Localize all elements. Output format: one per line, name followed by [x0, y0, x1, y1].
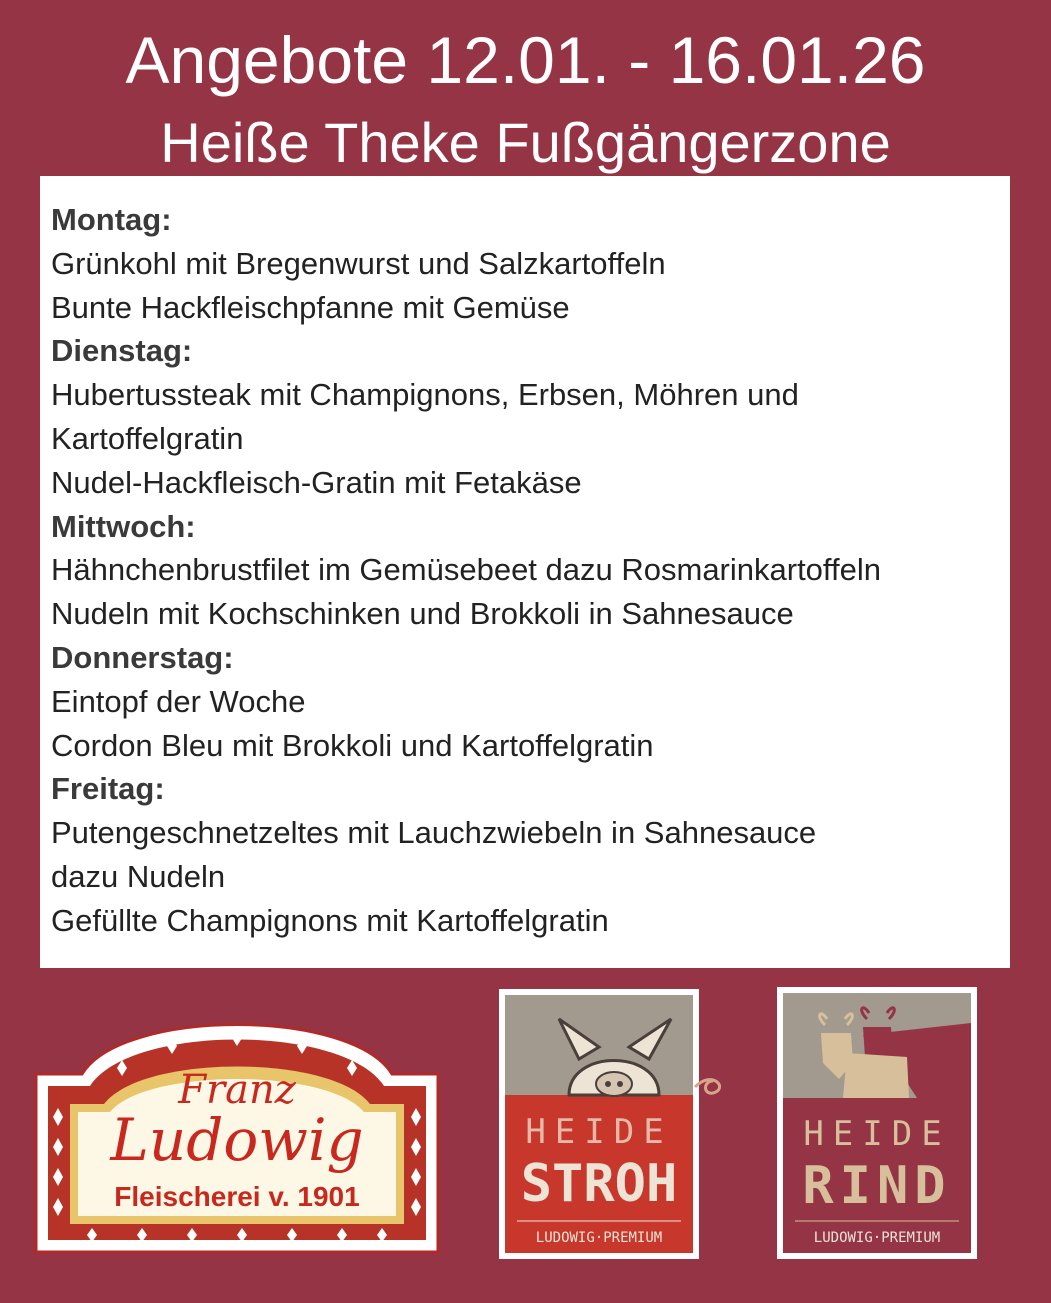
- heidestroh-top: HEIDE: [525, 1112, 673, 1152]
- ludowig-line3: Fleischerei v. 1901: [114, 1181, 360, 1212]
- day-heading: Freitag:: [51, 771, 165, 807]
- heiderind-main: RIND: [802, 1156, 952, 1216]
- menu-panel: [40, 176, 1010, 968]
- dish-item: Nudel-Hackfleisch-Gratin mit Fetakäse: [51, 464, 582, 500]
- dish-item: Eintopf der Woche: [51, 683, 306, 719]
- ludowig-line2: Ludowig: [110, 1106, 364, 1174]
- heidestroh-logo: [499, 989, 731, 1259]
- dish-item: Cordon Bleu mit Brokkoli und Kartoffelgratin: [51, 727, 654, 763]
- dish-item: Grünkohl mit Bregenwurst und Salzkartoffeln: [51, 245, 666, 281]
- dish-item: dazu Nudeln: [51, 858, 226, 894]
- dish-item: Putengeschnetzeltes mit Lauchzwiebeln in Sahnesauce: [51, 815, 817, 851]
- heidestroh-bottom: LUDOWIG·PREMIUM: [535, 1230, 663, 1246]
- ludowig-logo: [32, 988, 442, 1256]
- dish-item: Nudeln mit Kochschinken und Brokkoli in Sahnesauce: [51, 596, 794, 632]
- day-heading: Dienstag:: [51, 333, 193, 369]
- dish-item: Bunte Hackfleischpfanne mit Gemüse: [51, 289, 570, 325]
- dish-item: Hubertussteak mit Champignons, Erbsen, Möhren und: [51, 377, 799, 413]
- heidestroh-main: STROH: [520, 1154, 678, 1214]
- heiderind-top: HEIDE: [803, 1114, 951, 1154]
- heiderind-logo: [777, 987, 977, 1259]
- ludowig-line1: Franz: [178, 1067, 296, 1113]
- day-heading: Mittwoch:: [51, 508, 196, 544]
- day-heading: Donnerstag:: [51, 639, 234, 675]
- dish-item: Hähnchenbrustfilet im Gemüsebeet dazu Rosmarinkartoffeln: [51, 552, 881, 588]
- heiderind-bottom: LUDOWIG·PREMIUM: [813, 1230, 941, 1246]
- dish-item: Kartoffelgratin: [51, 420, 244, 456]
- page-subtitle: Heiße Theke Fußgängerzone: [160, 111, 891, 174]
- day-heading: Montag:: [51, 202, 172, 237]
- dish-item: Gefüllte Champignons mit Kartoffelgratin: [51, 902, 609, 938]
- page-title: Angebote 12.01. - 16.01.26: [125, 23, 926, 97]
